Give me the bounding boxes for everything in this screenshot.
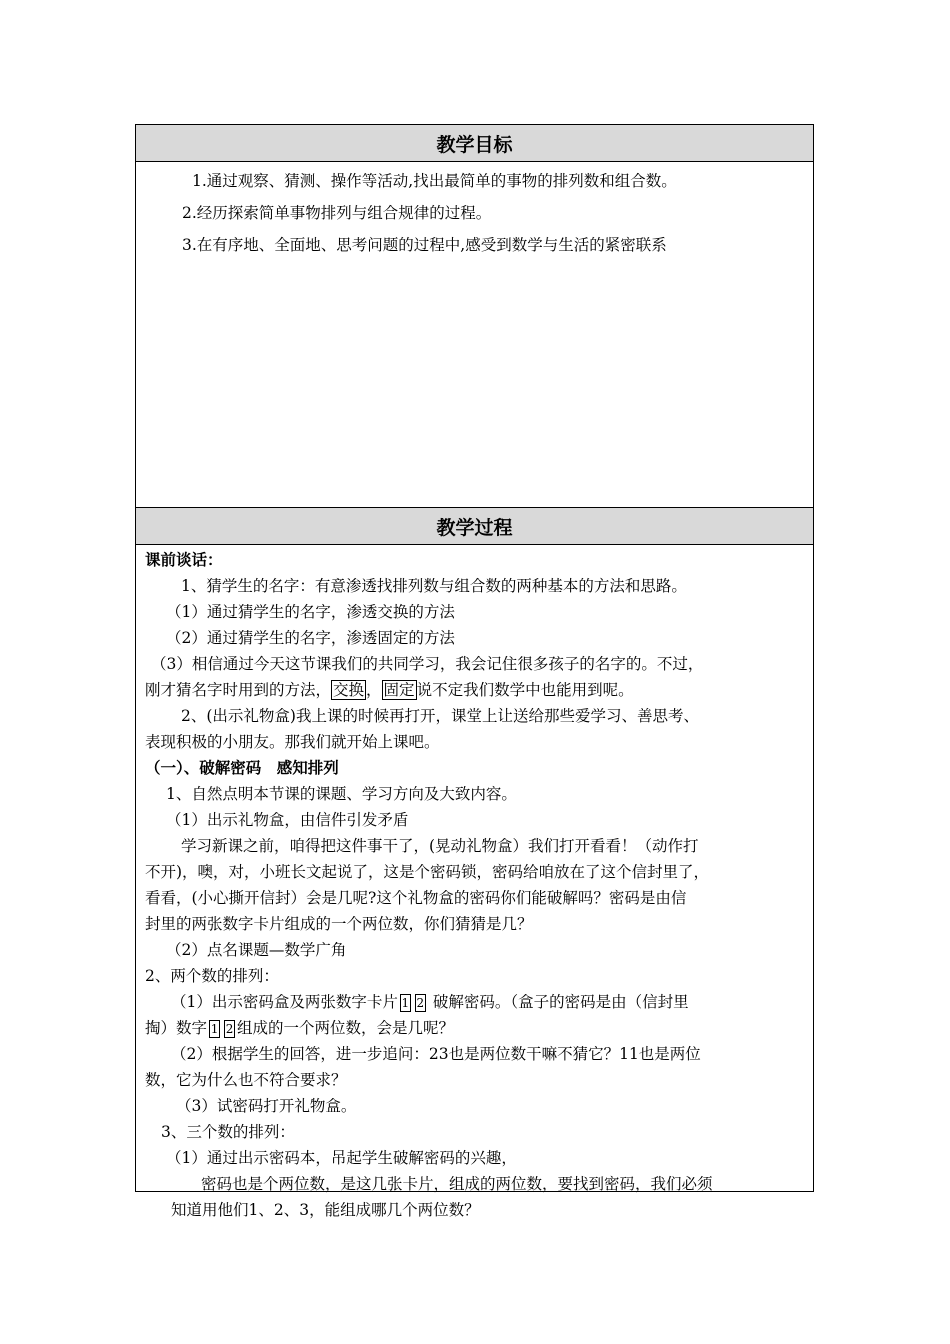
paragraph: 学习新课之前，咱得把这件事干了，(晃动礼物盒）我们打开看看！（动作打	[181, 837, 699, 855]
paragraph: 2、两个数的排列：	[145, 967, 279, 985]
process-title: 教学过程	[436, 516, 513, 539]
paragraph	[145, 1015, 807, 1041]
process-header	[136, 508, 813, 545]
paragraph: 数，它为什么也不符合要求？	[145, 1071, 347, 1089]
number-card-1: 1	[210, 1022, 219, 1036]
lesson-plan-table	[135, 124, 814, 1219]
paragraph: （2）通过猜学生的名字，渗透固定的方法	[166, 629, 455, 647]
paragraph: 3、三个数的排列：	[161, 1123, 295, 1141]
number-card-1: 1	[401, 996, 410, 1010]
boxed-word-exchange: 交换	[333, 681, 365, 699]
boxed-word-fixed: 固定	[383, 681, 415, 699]
paragraph	[145, 677, 807, 703]
goals-header	[136, 125, 813, 162]
paragraph: 1、自然点明本节课的课题、学习方向及大致内容。	[166, 785, 517, 803]
paragraph: （2）根据学生的回答，进一步追问：23也是两位数干嘛不猜它？11也是两位	[171, 1045, 701, 1063]
number-card-2: 2	[416, 996, 425, 1010]
paragraph: （1）通过出示密码本，吊起学生破解密码的兴趣，	[166, 1149, 517, 1167]
paragraph: 看看，(小心撕开信封）会是几呢?这个礼物盒的密码你们能破解吗？密码是由信	[145, 889, 687, 907]
paragraph: （3）试密码打开礼物盒。	[176, 1097, 357, 1115]
goal-item-3: 3.在有序地、全面地、思考问题的过程中,感受到数学与生活的紧密联系	[182, 236, 667, 254]
process-cell	[136, 545, 813, 1219]
paragraph: 2、(出示礼物盒)我上课的时候再打开，课堂上让送给那些爱学习、善思考、	[181, 707, 699, 725]
pre-class-title: 课前谈话：	[145, 551, 223, 569]
number-card-2: 2	[225, 1022, 234, 1036]
paragraph: 密码也是个两位数，是这几张卡片，组成的两位数，要找到密码，我们必须	[201, 1175, 713, 1193]
paragraph	[145, 989, 807, 1015]
paragraph: （2）点名课题—数学广角	[166, 941, 347, 959]
paragraph: 表现积极的小朋友。那我们就开始上课吧。	[145, 733, 440, 751]
paragraph: 封里的两张数字卡片组成的一个两位数，你们猜猜是几？	[145, 915, 533, 933]
text: 组成的一个两位数，会是几呢？	[237, 1019, 455, 1037]
section-title: （一）、破解密码 感知排列	[145, 759, 339, 777]
paragraph: 1、猜学生的名字：有意渗透找排列数与组合数的两种基本的方法和思路。	[181, 577, 687, 595]
paragraph: （1）出示礼物盒，由信件引发矛盾	[166, 811, 409, 829]
goal-item-2: 2.经历探索简单事物排列与组合规律的过程。	[182, 204, 492, 222]
paragraph: 知道用他们1、2、3，能组成哪几个两位数？	[171, 1201, 480, 1219]
paragraph: （1）通过猜学生的名字，渗透交换的方法	[166, 603, 455, 621]
text: ，	[366, 681, 382, 699]
text: 破解密码。（盒子的密码是由（信封里	[432, 993, 689, 1011]
paragraph: 不开)，噢，对，小班长文起说了，这是个密码锁，密码给咱放在了这个信封里了，	[145, 863, 710, 881]
goals-cell	[136, 162, 813, 508]
text: （1）出示密码盒及两张数字卡片	[171, 993, 398, 1011]
paragraph: （3）相信通过今天这节课我们的共同学习，我会记住很多孩子的名字的。不过，	[151, 655, 704, 673]
goal-item-1: 1.通过观察、猜测、操作等活动,找出最简单的事物的排列数和组合数。	[192, 172, 677, 190]
text: 刚才猜名字时用到的方法，	[145, 681, 332, 699]
goals-title: 教学目标	[436, 133, 513, 156]
text: 掏）数字	[145, 1019, 208, 1037]
text: 说不定我们数学中也能用到呢。	[416, 681, 634, 699]
